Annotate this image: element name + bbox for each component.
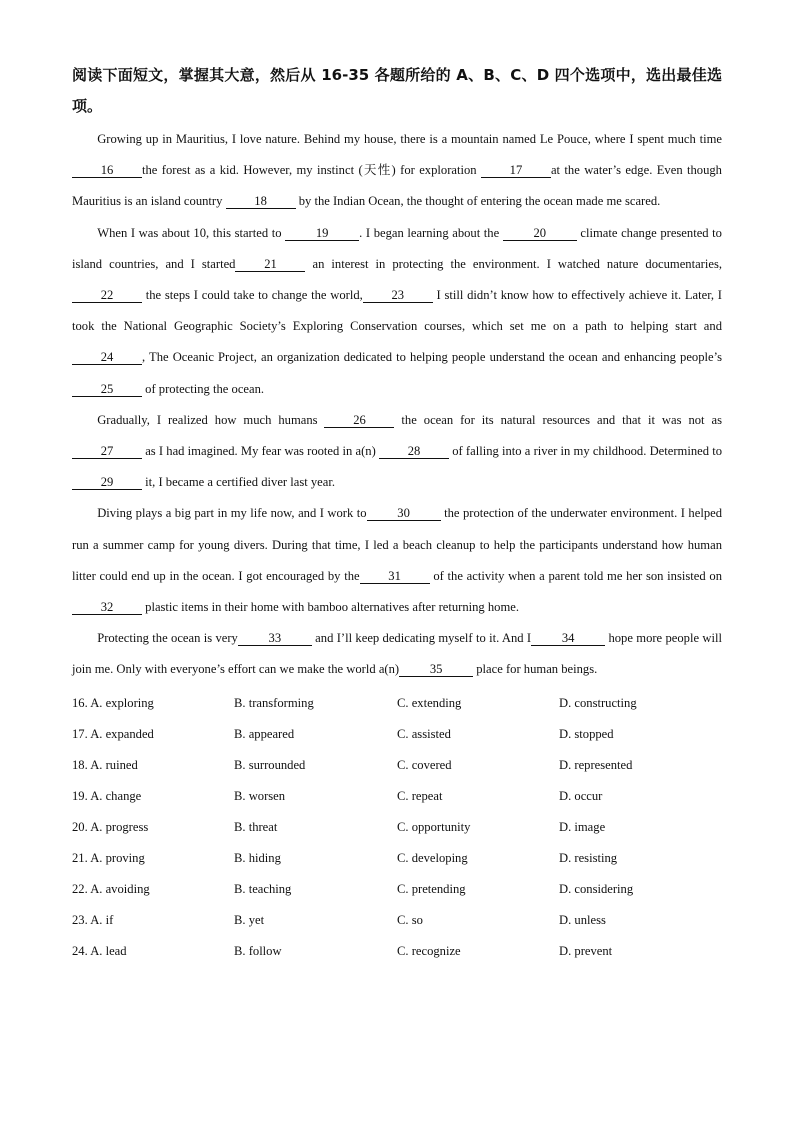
passage-text: at the water’s edge. Even though Mauritius is an island country — [72, 163, 722, 209]
option-d: D. resisting — [559, 851, 618, 866]
passage-text: the forest as a kid. However, my instinct (天性) for exploration — [142, 163, 481, 178]
option-c: C. recognize — [397, 944, 461, 959]
passage-paragraph-1 — [72, 124, 722, 218]
option-c: C. so — [397, 913, 423, 928]
passage-text: of protecting the ocean. — [142, 381, 265, 396]
blank-25: 25 — [72, 382, 142, 397]
passage-text: hope more people will join me. Only with everyone’s effort can we make the world a(n) — [72, 631, 722, 677]
passage-text: an interest in protecting the environment. I watched nature documentaries, — [305, 256, 723, 271]
passage-paragraph-3 — [72, 405, 722, 499]
passage-text: Growing up in Mauritius, I love nature. Behind my house, there is a mountain named Le Pouce, where I spent much time — [97, 132, 722, 146]
answer-options — [72, 688, 722, 968]
question-19-options — [72, 781, 722, 812]
option-d: D. constructing — [559, 695, 637, 710]
option-c: C. pretending — [397, 882, 466, 897]
option-c: C. extending — [397, 695, 462, 710]
instruction-heading: 阅读下面短文，掌握其大意，然后从 16-35 各题所给的 A、B、C、D 四个选项中，选出最佳选项。 — [72, 66, 722, 115]
blank-20: 20 — [503, 226, 577, 241]
question-16-options — [72, 688, 722, 719]
option-b: B. yet — [234, 913, 265, 928]
option-c: C. covered — [397, 757, 452, 772]
passage-text: of falling into a river in my childhood. Determined to — [449, 444, 723, 459]
passage-text: Protecting the ocean is very — [97, 631, 238, 646]
question-24-options — [72, 936, 722, 967]
passage-text: When I was about 10, this started to — [97, 225, 286, 240]
option-d: D. represented — [559, 757, 633, 772]
option-b: B. hiding — [234, 851, 281, 866]
passage-text: the ocean for its natural resources and that it was not as — [394, 412, 722, 427]
option-a: 16. A. exploring — [72, 695, 154, 710]
blank-22: 22 — [72, 288, 142, 303]
blank-17: 17 — [481, 163, 551, 178]
blank-16: 16 — [72, 163, 142, 178]
passage-paragraph-4 — [72, 498, 722, 623]
passage-text: by the Indian Ocean, the thought of entering the ocean made me scared. — [295, 194, 661, 209]
option-d: D. considering — [559, 882, 634, 897]
passage-text: plastic items in their home with bamboo alternatives after returning home. — [142, 600, 520, 615]
blank-33: 33 — [238, 631, 312, 646]
option-a: 20. A. progress — [72, 820, 149, 835]
blank-27: 27 — [72, 444, 142, 459]
blank-29: 29 — [72, 475, 142, 490]
passage-text: and I’ll keep dedicating myself to it. And I — [311, 631, 532, 646]
blank-19: 19 — [285, 226, 359, 241]
blank-23: 23 — [363, 288, 433, 303]
option-b: B. threat — [234, 820, 278, 835]
passage-text: the protection of the underwater environment. I helped run a summer camp for young divers. During that time, I led a beach cleanup to help the participants understand how human litter could end up in the ocean. I got encouraged by the — [72, 506, 722, 583]
passage-paragraph-5 — [72, 623, 722, 685]
blank-28: 28 — [379, 444, 449, 459]
passage-text: it, I became a certified diver last year. — [142, 475, 336, 490]
option-d: D. image — [559, 820, 606, 835]
passage-paragraph-2 — [72, 218, 722, 405]
option-d: D. occur — [559, 788, 603, 803]
option-d: D. prevent — [559, 944, 613, 959]
option-a: 22. A. avoiding — [72, 882, 150, 897]
passage-text: I still didn’t know how to effectively achieve it. Later, I took the National Geographic Society’s Exploring Conservation courses, which set me on a path to helping start and — [72, 288, 722, 334]
option-c: C. developing — [397, 851, 468, 866]
blank-18: 18 — [226, 194, 296, 209]
option-b: B. follow — [234, 944, 282, 959]
passage-text: of the activity when a parent told me her son insisted on — [429, 568, 722, 583]
question-17-options — [72, 719, 722, 750]
passage-text: as I had imagined. My fear was rooted in a(n) — [142, 444, 380, 459]
option-b: B. transforming — [234, 695, 314, 710]
passage-text: Gradually, I realized how much humans — [97, 412, 325, 427]
blank-26: 26 — [324, 413, 394, 428]
blank-30: 30 — [367, 506, 441, 521]
option-a: 21. A. proving — [72, 851, 145, 866]
option-b: B. appeared — [234, 726, 295, 741]
option-d: D. stopped — [559, 726, 614, 741]
passage-text: , The Oceanic Project, an organization dedicated to helping people understand the ocean and enhancing people’s — [142, 350, 722, 365]
option-d: D. unless — [559, 913, 606, 928]
passage-text: place for human beings. — [473, 662, 598, 677]
option-b: B. worsen — [234, 788, 286, 803]
document-page — [72, 60, 722, 968]
blank-34: 34 — [531, 631, 605, 646]
passage-text: Diving plays a big part in my life now, and I work to — [97, 506, 367, 521]
option-a: 18. A. ruined — [72, 757, 138, 772]
passage-text: . I began learning about the — [359, 225, 503, 240]
blank-32: 32 — [72, 600, 142, 615]
passage-text: climate change presented to island countries, and I started — [72, 225, 722, 271]
question-18-options — [72, 750, 722, 781]
option-b: B. surrounded — [234, 757, 306, 772]
blank-21: 21 — [235, 257, 305, 272]
option-b: B. teaching — [234, 882, 292, 897]
question-21-options — [72, 843, 722, 874]
option-a: 24. A. lead — [72, 944, 127, 959]
blank-24: 24 — [72, 350, 142, 365]
question-20-options — [72, 812, 722, 843]
blank-35: 35 — [399, 662, 473, 677]
question-22-options — [72, 874, 722, 905]
option-a: 19. A. change — [72, 788, 142, 803]
option-c: C. repeat — [397, 788, 443, 803]
option-a: 17. A. expanded — [72, 726, 154, 741]
option-c: C. opportunity — [397, 820, 471, 835]
passage-text: the steps I could take to change the world, — [142, 288, 363, 303]
option-a: 23. A. if — [72, 913, 114, 928]
question-23-options — [72, 905, 722, 936]
option-c: C. assisted — [397, 726, 451, 741]
blank-31: 31 — [360, 569, 430, 584]
